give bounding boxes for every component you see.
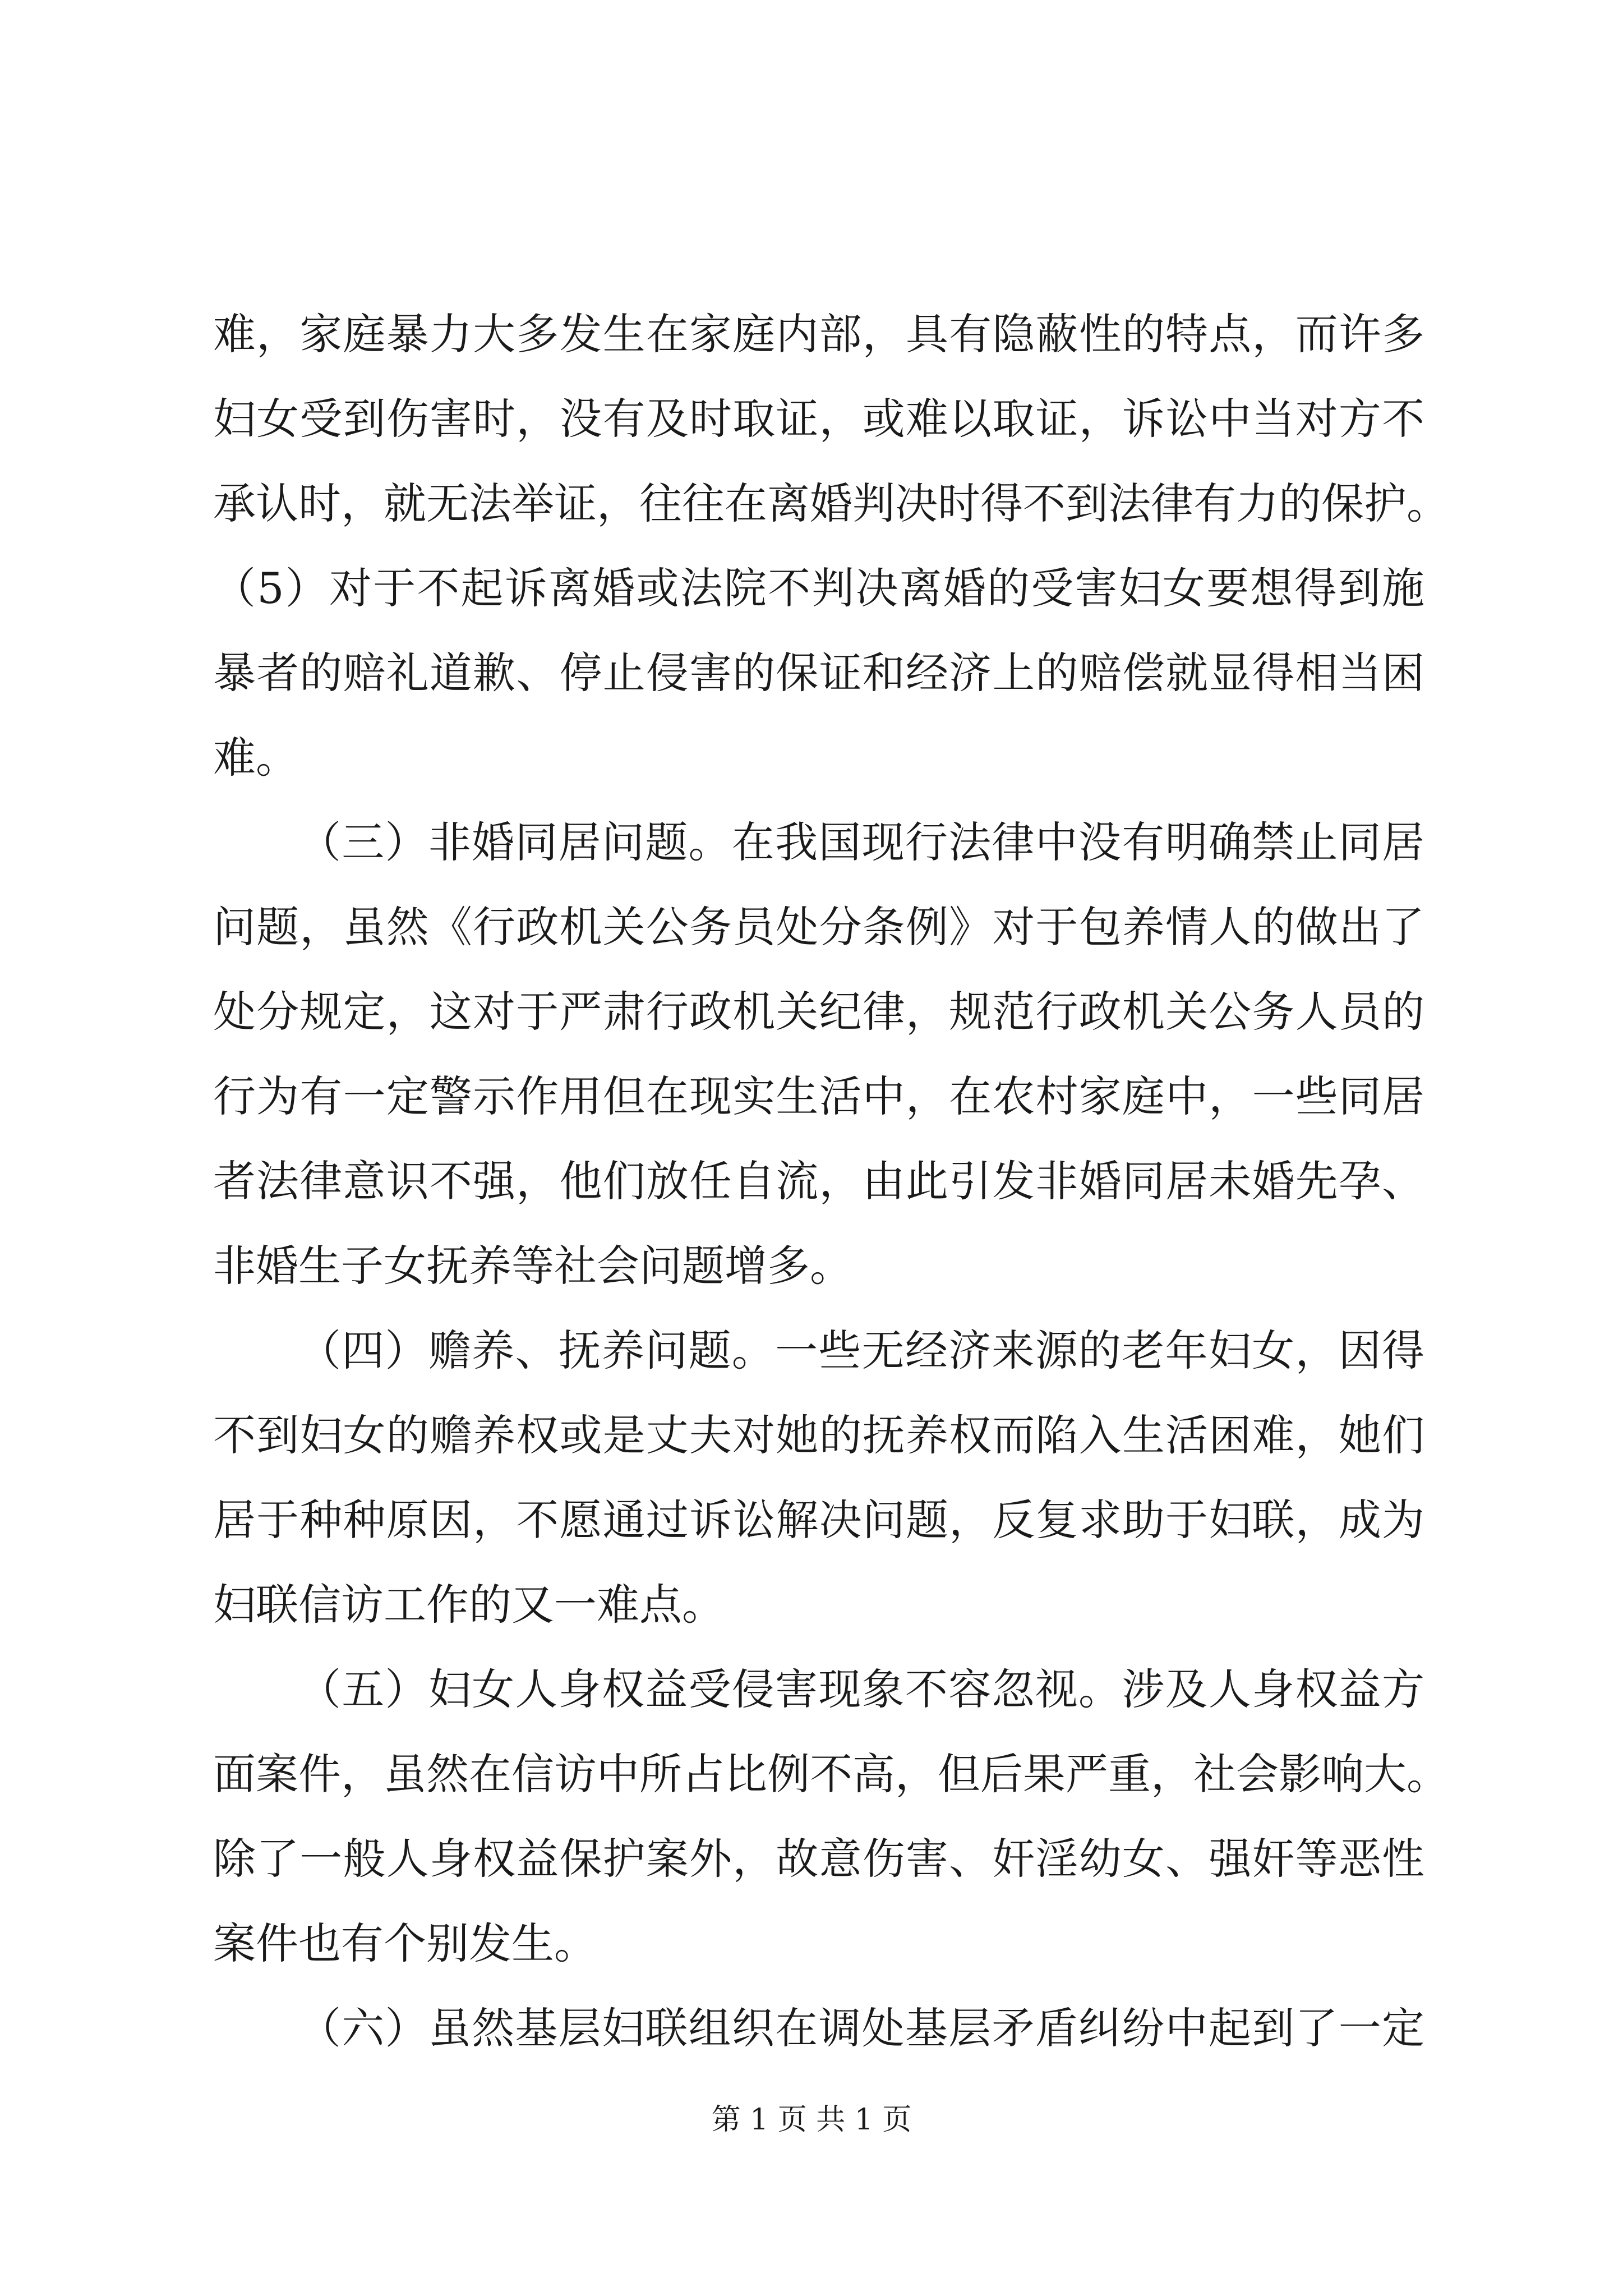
text-line: （5）对于不起诉离婚或法院不判决离婚的受害妇女要想得到施 [213, 563, 1424, 613]
text-line: 难。 [213, 733, 298, 783]
text-line: 妇联信访工作的又一难点。 [213, 1580, 725, 1630]
section-heading-line: （三）非婚同居问题。在我国现行法律中没有明确禁止同居 [298, 817, 1424, 867]
section-heading-line: （五）妇女人身权益受侵害现象不容忽视。涉及人身权益方 [298, 1664, 1424, 1714]
section-heading-line: （六）虽然基层妇联组织在调处基层矛盾纠纷中起到了一定 [298, 2003, 1424, 2053]
page-number-label: 第 1 页 共 1 页 [711, 2103, 912, 2137]
text-line: 难，家庭暴力大多发生在家庭内部，具有隐蔽性的特点，而许多 [213, 309, 1424, 359]
text-line: 妇女受到伤害时，没有及时取证，或难以取证，诉讼中当对方不 [213, 394, 1424, 444]
text-line: 行为有一定警示作用但在现实生活中，在农村家庭中，一些同居 [213, 1071, 1424, 1121]
text-line: 面案件，虽然在信访中所占比例不高，但后果严重，社会影响大。 [213, 1749, 1449, 1799]
text-line: 不到妇女的赡养权或是丈夫对她的抚养权而陷入生活困难，她们 [213, 1410, 1424, 1460]
text-line: 案件也有个别发生。 [213, 1918, 597, 1968]
text-line: 处分规定，这对于严肃行政机关纪律，规范行政机关公务人员的 [213, 987, 1424, 1037]
document-body [213, 292, 1449, 2070]
text-line: 居于种种原因，不愿通过诉讼解决问题，反复求助于妇联，成为 [213, 1495, 1424, 1545]
page-footer [0, 2100, 1623, 2139]
text-line: 问题，虽然《行政机关公务员处分条例》对于包养情人的做出了 [213, 902, 1424, 952]
text-line: 除了一般人身权益保护案外，故意伤害、奸淫幼女、强奸等恶性 [213, 1834, 1424, 1884]
text-line: 者法律意识不强，他们放任自流，由此引发非婚同居未婚先孕、 [213, 1156, 1424, 1206]
section-heading-line: （四）赡养、抚养问题。一些无经济来源的老年妇女，因得 [298, 1326, 1424, 1375]
text-line: 暴者的赔礼道歉、停止侵害的保证和经济上的赔偿就显得相当困 [213, 648, 1424, 698]
text-line: 承认时，就无法举证，往往在离婚判决时得不到法律有力的保护。 [213, 478, 1449, 528]
text-line: 非婚生子女抚养等社会问题增多。 [213, 1241, 852, 1291]
